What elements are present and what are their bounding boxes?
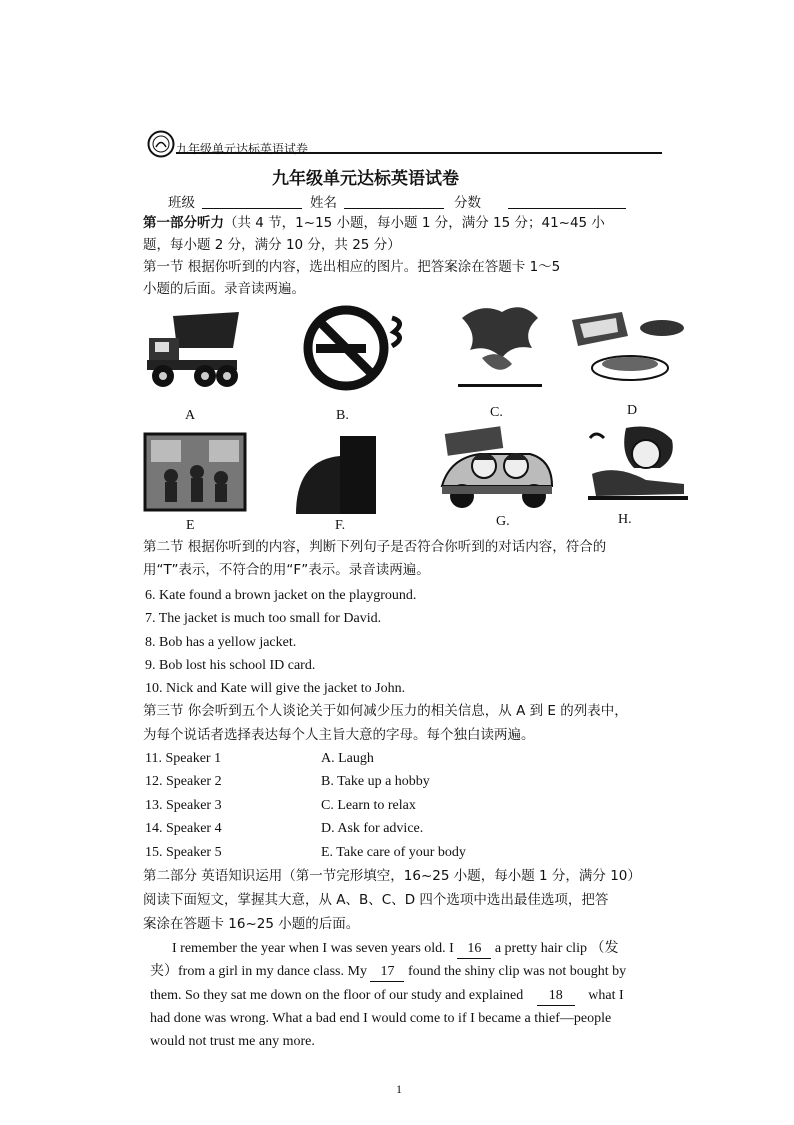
passage-text: 夹）from a girl in my dance class. My	[150, 964, 367, 979]
picture-b-no-smoking	[296, 300, 410, 394]
part1-heading-bold: 第一部分听力	[143, 215, 224, 231]
passage-text: them. So they sat me down on the floor of our study and explained	[150, 988, 524, 1003]
speaker-11: 11. Speaker 1	[145, 751, 222, 766]
picture-e-family-room	[143, 432, 247, 512]
passage-text: a pretty hair clip （发	[494, 941, 619, 956]
passage-text: I remember the year when I was seven years old. I	[172, 941, 454, 956]
picture-h-label: H.	[618, 512, 632, 527]
page-title: 九年级单元达标英语试卷	[272, 169, 459, 189]
picture-d-label: D	[627, 403, 638, 418]
option-a: A. Laugh	[321, 751, 374, 766]
speaker-14: 14. Speaker 4	[145, 821, 222, 836]
picture-c-label: C.	[490, 405, 503, 420]
picture-a-truck	[143, 308, 243, 392]
blank-17[interactable]: 17	[370, 963, 404, 982]
score-field[interactable]	[508, 208, 626, 209]
header-logo	[147, 130, 175, 158]
picture-a-label: A	[185, 408, 196, 423]
section3-line1: 第三节 你会听到五个人谈论关于如何减少压力的相关信息，从 A 到 E 的列表中，	[143, 703, 628, 719]
option-d: D. Ask for advice.	[321, 821, 424, 836]
tf-item-10: 10. Nick and Kate will give the jacket to John.	[145, 681, 406, 696]
passage-line-1	[172, 940, 618, 959]
passage-text: found the shiny clip was not bought by	[407, 964, 627, 979]
picture-g-car-kids	[440, 426, 558, 514]
name-field[interactable]	[344, 208, 444, 209]
score-label: 分数	[454, 195, 481, 211]
option-c: C. Learn to relax	[321, 798, 416, 813]
passage-line-4: had done was wrong. What a bad end I would come to if I became a thief—people	[150, 1011, 612, 1026]
page-number: 1	[396, 1082, 402, 1096]
tf-item-6: 6. Kate found a brown jacket on the playground.	[145, 588, 417, 603]
blank-16[interactable]: 16	[457, 940, 491, 959]
part1-heading-line2: 题，每小题 2 分，满分 10 分，共 25 分）	[143, 237, 401, 253]
picture-h-tired-man	[586, 424, 690, 510]
name-label: 姓名	[310, 195, 337, 211]
part2-line2: 阅读下面短文，掌握其大意，从 A、B、C、D 四个选项中选出最佳选项，把答	[143, 892, 609, 908]
section3-line2: 为每个说话者选择表达每个人主旨大意的字母。每个独白读两遍。	[143, 727, 535, 743]
speaker-13: 13. Speaker 3	[145, 798, 222, 813]
option-e: E. Take care of your body	[321, 845, 466, 860]
blank-18[interactable]: 18	[537, 987, 575, 1006]
tf-item-9: 9. Bob lost his school ID card.	[145, 658, 316, 673]
speaker-15: 15. Speaker 5	[145, 845, 222, 860]
picture-g-label: G.	[496, 514, 510, 529]
running-header-title: 九年级单元达标英语试卷	[176, 142, 309, 156]
part1-heading-rest: （共 4 节，1~15 小题，每小题 1 分，满分 15 分；41~45 小	[224, 215, 605, 231]
picture-e-label: E	[186, 518, 195, 533]
picture-f-label: F.	[335, 518, 346, 533]
picture-d-snacks	[566, 306, 686, 386]
section2-line2: 用“T”表示，不符合的用“F”表示。录音读两遍。	[143, 562, 430, 578]
tf-item-8: 8. Bob has a yellow jacket.	[145, 635, 297, 650]
picture-c-splash	[452, 298, 548, 394]
passage-line-3	[150, 987, 624, 1006]
part2-line3: 案涂在答题卡 16~25 小题的后面。	[143, 916, 360, 932]
class-label: 班级	[168, 195, 195, 211]
header-rule	[176, 152, 662, 154]
speaker-12: 12. Speaker 2	[145, 774, 222, 789]
tf-item-7: 7. The jacket is much too small for David.	[145, 611, 382, 626]
section2-line1: 第二节 根据你听到的内容，判断下列句子是否符合你听到的对话内容，符合的	[143, 539, 607, 555]
class-field[interactable]	[202, 208, 302, 209]
part2-line1: 第二部分 英语知识运用（第一节完形填空，16~25 小题，每小题 1 分，满分 10）	[143, 868, 641, 884]
passage-line-5: would not trust me any more.	[150, 1034, 315, 1049]
picture-b-label: B.	[336, 408, 349, 423]
picture-f-dark-shape	[296, 436, 376, 514]
part1-heading	[143, 214, 605, 232]
passage-text: what I	[588, 988, 624, 1003]
section1-line2: 小题的后面。录音读两遍。	[143, 281, 305, 297]
option-b: B. Take up a hobby	[321, 774, 430, 789]
section1-line1: 第一节 根据你听到的内容，选出相应的图片。把答案涂在答题卡 1～5	[143, 259, 561, 275]
passage-line-2	[150, 963, 626, 982]
